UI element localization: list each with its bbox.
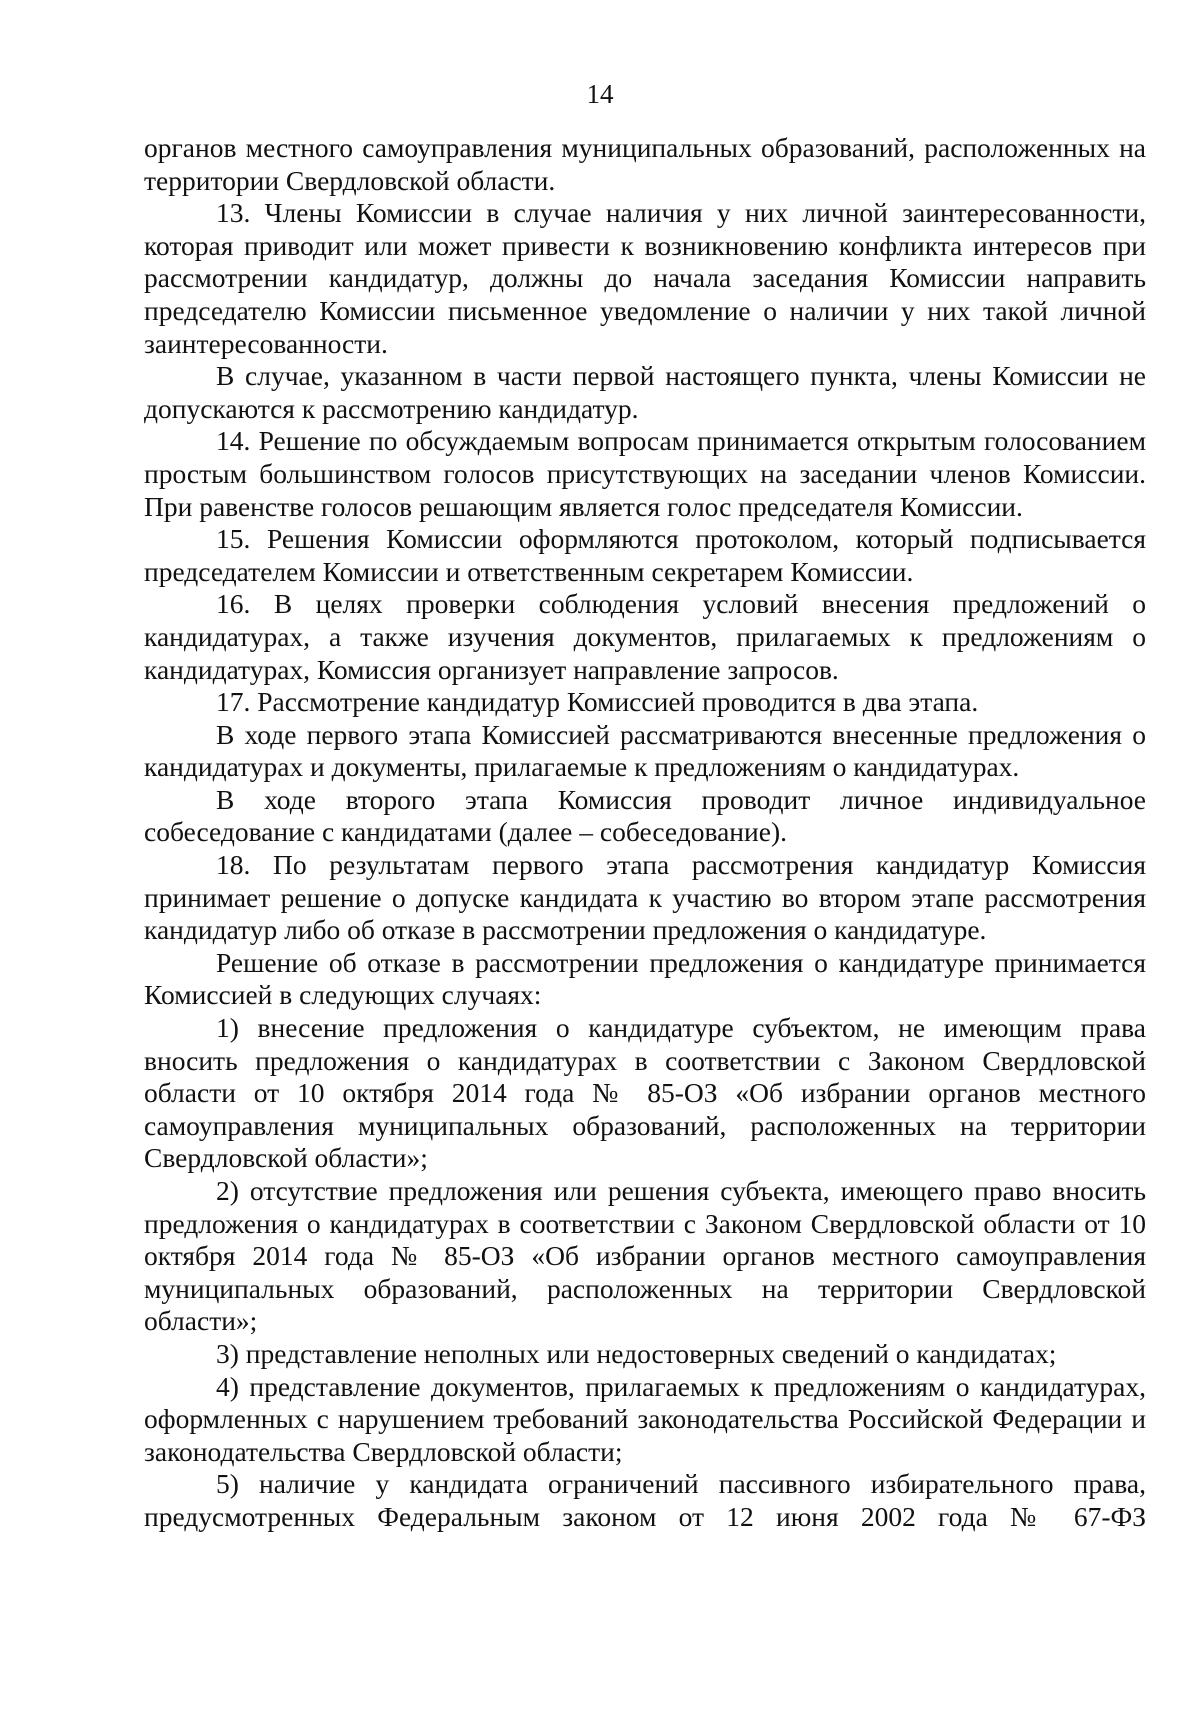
paragraph: органов местного самоуправления муниципальных образований, расположенных на территории Свердловской области. (144, 132, 1146, 196)
paragraph: В случае, указанном в части первой настоящего пункта, члены Комиссии не допускаются к рассмотрению кандидатур. (144, 360, 1146, 424)
list-item-2: 2) отсутствие предложения или решения субъекта, имеющего право вносить предложения о кандидатурах в соответствии с Законом Свердловской области от 10 октября 2014 года № 85-ОЗ «Об избрании органов местного самоуправления муниципальных образований, расположенных на территории Свердловской области»; (144, 1175, 1146, 1337)
list-item-3: 3) представление неполных или недостоверных сведений о кандидатах; (216, 1337, 1057, 1369)
paragraph: В ходе второго этапа Комиссия проводит личное индивидуальное собеседование с кандидатами (далее – собеседование). (144, 783, 1146, 848)
page-number: 14 (586, 79, 614, 109)
paragraph-item-16: 16. В целях проверки соблюдения условий внесения предложений о кандидатурах, а также изучения документов, прилагаемых к предложениям о кандидатурах, Комиссия организует направление запросов. (144, 588, 1146, 685)
list-item-1: 1) внесение предложения о кандидатуре субъектом, не имеющим права вносить предложения о кандидатурах в соответствии с Законом Свердловской области от 10 октября 2014 года № 85-ОЗ «Об избрании органов местного самоуправления муниципальных образований, расположенных на территории Свердловской области»; (144, 1012, 1146, 1174)
document-body (144, 132, 1146, 1534)
paragraph-item-17: 17. Рассмотрение кандидатур Комиссией проводится в два этапа. (216, 686, 979, 718)
paragraph-item-13: 13. Члены Комиссии в случае наличия у них личной заинтересованности, которая приводит или может привести к возникновению конфликта интересов при рассмотрении кандидатур, должны до начала заседания Комиссии направить председателю Комиссии письменное уведомление о наличии у них такой личной заинтересованности. (144, 197, 1146, 359)
paragraph-item-14: 14. Решение по обсуждаемым вопросам принимается открытым голосованием простым большинством голосов присутствующих на заседании членов Комиссии. При равенстве голосов решающим является голос председателя Комиссии. (144, 425, 1146, 522)
paragraph: В ходе первого этапа Комиссией рассматриваются внесенные предложения о кандидатурах и документы, прилагаемые к предложениям о кандидатурах. (144, 718, 1146, 783)
list-item-4: 4) представление документов, прилагаемых к предложениям о кандидатурах, оформленных с нарушением требований законодательства Российской Федерации и законодательства Свердловской области; (144, 1370, 1146, 1467)
paragraph: Решение об отказе в рассмотрении предложения о кандидатуре принимается Комиссией в следующих случаях: (144, 946, 1146, 1011)
paragraph-item-18: 18. По результатам первого этапа рассмотрения кандидатур Комиссия принимает решение о допуске кандидата к участию во втором этапе рассмотрения кандидатур либо об отказе в рассмотрении предложения о кандидатуре. (144, 849, 1146, 946)
paragraph-item-15: 15. Решения Комиссии оформляются протоколом, который подписывается председателем Комиссии и ответственным секретарем Комиссии. (144, 523, 1146, 587)
list-item-5: 5) наличие у кандидата ограничений пассивного избирательного права, предусмотренных Федеральным законом от 12 июня 2002 года № 67-ФЗ (144, 1468, 1146, 1532)
